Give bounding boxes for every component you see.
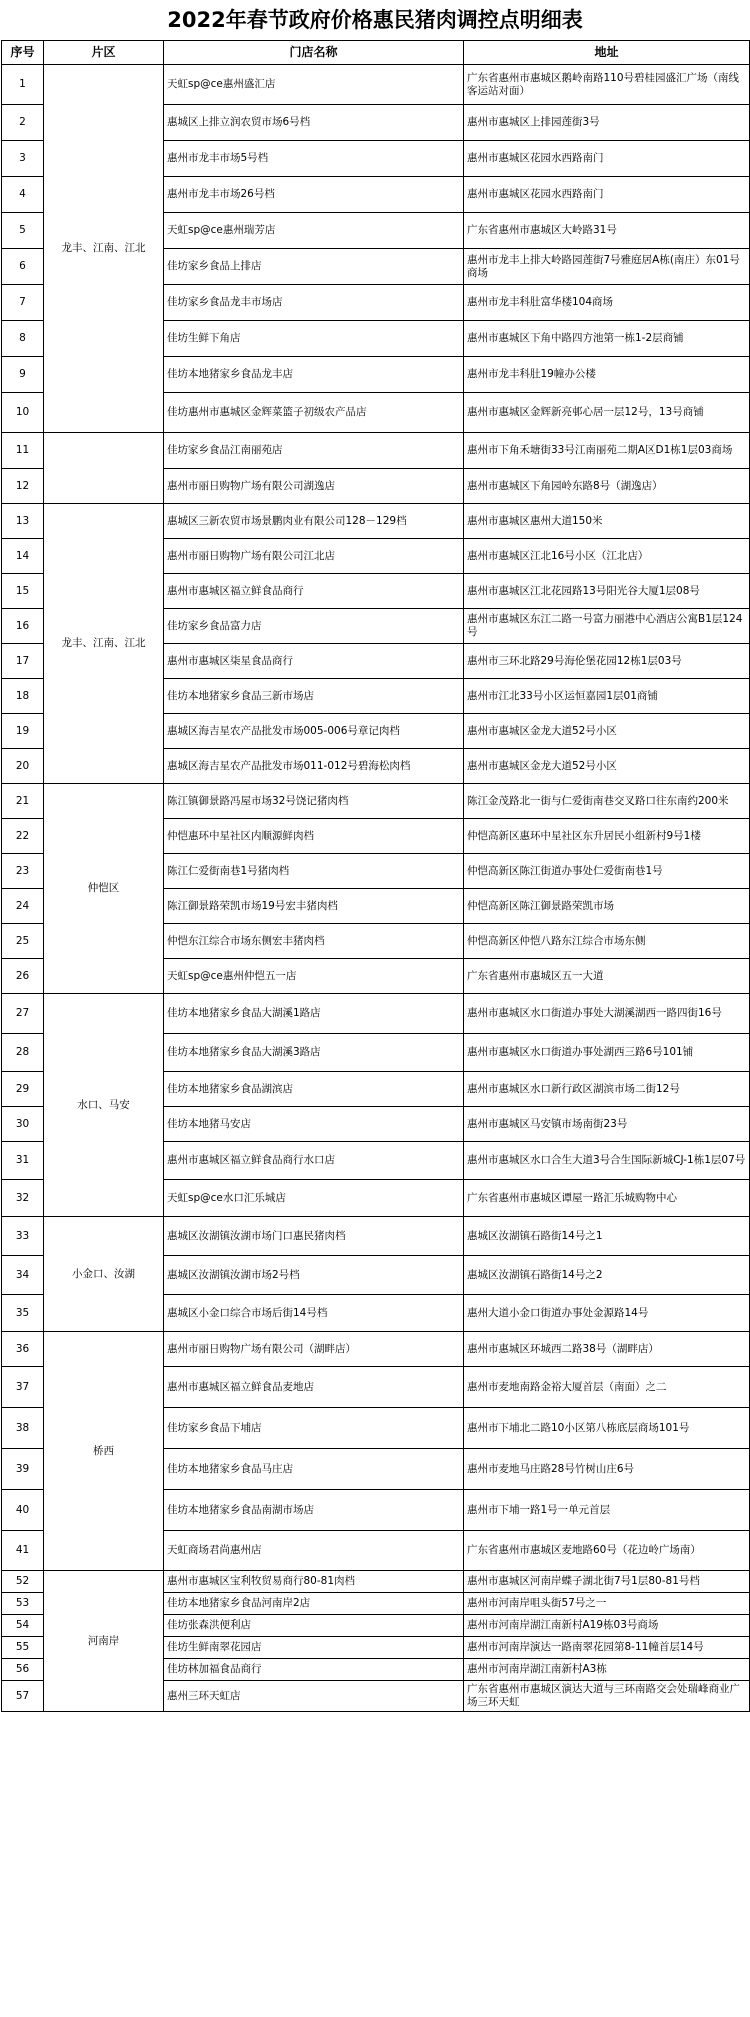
address-cell: 惠州市惠城区马安镇市场南街23号 [464,1107,750,1142]
table-row [2,994,750,1034]
store-name-cell: 佳坊家乡食品富力店 [164,609,464,644]
store-name-cell: 天虹sp@ce惠州盛汇店 [164,65,464,105]
header-store-name: 门店名称 [164,41,464,65]
store-name-cell: 陈江仁爱街南巷1号猪肉档 [164,854,464,889]
table-row [2,504,750,539]
serial-cell: 41 [2,1531,44,1571]
address-cell: 惠州大道小金口街道办事处金源路14号 [464,1295,750,1332]
serial-cell: 15 [2,574,44,609]
serial-cell: 5 [2,213,44,249]
table-row [2,784,750,819]
address-cell: 惠州市江北33号小区运恒嘉园1层01商铺 [464,679,750,714]
serial-cell: 52 [2,1571,44,1593]
store-name-cell: 惠州市龙丰市场26号档 [164,177,464,213]
serial-cell: 38 [2,1408,44,1449]
serial-cell: 28 [2,1034,44,1072]
store-name-cell: 佳坊张森洪便利店 [164,1615,464,1637]
address-cell: 广东省惠州市惠城区鹅岭南路110号碧桂园盛汇广场（南线客运站对面） [464,65,750,105]
store-name-cell: 佳坊生鲜南翠花园店 [164,1637,464,1659]
store-name-cell: 佳坊本地猪家乡食品河南岸2店 [164,1593,464,1615]
address-cell: 惠州市河南岸湖江南新村A3栋 [464,1659,750,1681]
serial-cell: 39 [2,1449,44,1490]
serial-cell: 31 [2,1142,44,1180]
address-cell: 惠州市惠城区下角园岭东路8号（湖逸店） [464,469,750,504]
area-cell: 小金口、汝湖 [44,1217,164,1332]
address-cell: 惠州市惠城区花园水西路南门 [464,141,750,177]
serial-cell: 37 [2,1367,44,1408]
serial-cell: 56 [2,1659,44,1681]
address-cell: 惠州市河南岸湖江南新村A19栋03号商场 [464,1615,750,1637]
address-cell: 惠州市河南岸演达一路南翠花园第8-11幢首层14号 [464,1637,750,1659]
store-name-cell: 天虹sp@ce水口汇乐城店 [164,1180,464,1217]
serial-cell: 2 [2,105,44,141]
serial-cell: 18 [2,679,44,714]
address-cell: 广东省惠州市惠城区谭屋一路汇乐城购物中心 [464,1180,750,1217]
address-cell: 惠州市惠城区江北16号小区（江北店） [464,539,750,574]
serial-cell: 57 [2,1681,44,1712]
serial-cell: 27 [2,994,44,1034]
serial-cell: 24 [2,889,44,924]
store-name-cell: 佳坊家乡食品上排店 [164,249,464,285]
address-cell: 惠州市惠城区金龙大道52号小区 [464,749,750,784]
address-cell: 惠城区汝湖镇石路街14号之1 [464,1217,750,1256]
serial-cell: 7 [2,285,44,321]
serial-cell: 55 [2,1637,44,1659]
serial-cell: 11 [2,433,44,469]
store-name-cell: 惠州市惠城区福立鲜食品商行 [164,574,464,609]
address-cell: 惠州市下埔北二路10小区第八栋底层商场101号 [464,1408,750,1449]
store-name-cell: 佳坊生鲜下角店 [164,321,464,357]
address-cell: 广东省惠州市惠城区五一大道 [464,959,750,994]
address-cell: 惠州市惠城区惠州大道150米 [464,504,750,539]
serial-cell: 32 [2,1180,44,1217]
store-name-cell: 仲恺东江综合市场东侧宏丰猪肉档 [164,924,464,959]
serial-cell: 4 [2,177,44,213]
area-cell: 龙丰、江南、江北 [44,504,164,784]
store-name-cell: 惠城区小金口综合市场后街14号档 [164,1295,464,1332]
address-cell: 惠州市惠城区河南岸蝶子湖北街7号1层80-81号档 [464,1571,750,1593]
address-cell: 惠州市下角禾塘街33号江南丽苑二期A区D1栋1层03商场 [464,433,750,469]
store-name-cell: 惠州市惠城区福立鲜食品麦地店 [164,1367,464,1408]
address-cell: 惠州市惠城区江北花园路13号阳光谷大厦1层08号 [464,574,750,609]
address-cell: 惠州市龙丰科肚19幢办公楼 [464,357,750,393]
address-cell: 惠州市河南岸咀头街57号之一 [464,1593,750,1615]
store-name-cell: 天虹商场君尚惠州店 [164,1531,464,1571]
serial-cell: 12 [2,469,44,504]
address-cell: 惠州市惠城区水口街道办事处湖西三路6号101铺 [464,1034,750,1072]
address-cell: 惠州市麦地南路金裕大厦首层（南面）之二 [464,1367,750,1408]
serial-cell: 16 [2,609,44,644]
address-cell: 仲恺高新区惠环中星社区东升居民小组新村9号1楼 [464,819,750,854]
address-cell: 惠州市惠城区金龙大道52号小区 [464,714,750,749]
store-name-cell: 惠城区上排立润农贸市场6号档 [164,105,464,141]
store-name-cell: 惠城区海吉星农产品批发市场005-006号章记肉档 [164,714,464,749]
address-cell: 惠州市惠城区花园水西路南门 [464,177,750,213]
serial-cell: 40 [2,1490,44,1531]
serial-cell: 21 [2,784,44,819]
store-name-cell: 佳坊林加福食品商行 [164,1659,464,1681]
serial-cell: 19 [2,714,44,749]
serial-cell: 30 [2,1107,44,1142]
serial-cell: 14 [2,539,44,574]
serial-cell: 23 [2,854,44,889]
serial-cell: 8 [2,321,44,357]
area-cell: 仲恺区 [44,784,164,994]
address-cell: 仲恺高新区陈江御景路荣凯市场 [464,889,750,924]
serial-cell: 36 [2,1332,44,1367]
address-cell: 惠州市惠城区东江二路一号富力丽港中心酒店公寓B1层124号 [464,609,750,644]
store-name-cell: 佳坊家乡食品江南丽苑店 [164,433,464,469]
area-cell [44,433,164,504]
serial-cell: 20 [2,749,44,784]
address-cell: 惠州市龙丰上排大岭路园莲街7号雅庭居A栋(南庄）东01号商场 [464,249,750,285]
store-name-cell: 天虹sp@ce惠州瑞芳店 [164,213,464,249]
area-cell: 河南岸 [44,1571,164,1712]
serial-cell: 3 [2,141,44,177]
table-row [2,1217,750,1256]
store-name-cell: 惠城区汝湖镇汝湖市场2号档 [164,1256,464,1295]
store-name-cell: 天虹sp@ce惠州仲恺五一店 [164,959,464,994]
serial-cell: 53 [2,1593,44,1615]
store-name-cell: 佳坊家乡食品龙丰市场店 [164,285,464,321]
address-cell: 惠州市下埔一路1号一单元首层 [464,1490,750,1531]
address-cell: 广东省惠州市惠城区麦地路60号（花边岭广场南） [464,1531,750,1571]
store-table [1,40,750,1712]
serial-cell: 25 [2,924,44,959]
serial-cell: 35 [2,1295,44,1332]
address-cell: 惠州市惠城区水口街道办事处大湖溪湖西一路四街16号 [464,994,750,1034]
store-name-cell: 陈江镇御景路冯屋市场32号饶记猪肉档 [164,784,464,819]
address-cell: 仲恺高新区陈江街道办事处仁爱街南巷1号 [464,854,750,889]
header-address: 地址 [464,41,750,65]
address-cell: 惠州市三环北路29号海伦堡花园12栋1层03号 [464,644,750,679]
serial-cell: 9 [2,357,44,393]
address-cell: 惠州市龙丰科肚富华楼104商场 [464,285,750,321]
area-cell: 水口、马安 [44,994,164,1217]
address-cell: 广东省惠州市惠城区大岭路31号 [464,213,750,249]
store-name-cell: 惠城区汝湖镇汝湖市场门口惠民猪肉档 [164,1217,464,1256]
serial-cell: 34 [2,1256,44,1295]
table-row [2,433,750,469]
serial-cell: 13 [2,504,44,539]
area-cell: 桥西 [44,1332,164,1571]
store-name-cell: 佳坊本地猪家乡食品大湖溪1路店 [164,994,464,1034]
store-name-cell: 惠州市惠城区福立鲜食品商行水口店 [164,1142,464,1180]
store-name-cell: 惠州市丽日购物广场有限公司江北店 [164,539,464,574]
serial-cell: 29 [2,1072,44,1107]
table-row [2,1571,750,1593]
address-cell: 惠州市惠城区金辉新亮邨心居一层12号，13号商铺 [464,393,750,433]
serial-cell: 33 [2,1217,44,1256]
store-name-cell: 惠州市龙丰市场5号档 [164,141,464,177]
store-name-cell: 陈江御景路荣凯市场19号宏丰猪肉档 [164,889,464,924]
store-name-cell: 惠城区三新农贸市场景鹏肉业有限公司128－129档 [164,504,464,539]
store-name-cell: 佳坊本地猪家乡食品大湖溪3路店 [164,1034,464,1072]
store-name-cell: 惠州市惠城区柒星食品商行 [164,644,464,679]
address-cell: 广东省惠州市惠城区演达大道与三环南路交会处瑞峰商业广场三环天虹 [464,1681,750,1712]
store-name-cell: 佳坊惠州市惠城区金辉菜篮子初级农产品店 [164,393,464,433]
serial-cell: 10 [2,393,44,433]
store-name-cell: 惠州三环天虹店 [164,1681,464,1712]
store-name-cell: 惠州市惠城区宝利牧贸易商行80-81肉档 [164,1571,464,1593]
address-cell: 惠州市惠城区水口新行政区湖滨市场二街12号 [464,1072,750,1107]
table-row [2,65,750,105]
store-name-cell: 惠州市丽日购物广场有限公司（湖畔店） [164,1332,464,1367]
header-serial: 序号 [2,41,44,65]
serial-cell: 54 [2,1615,44,1637]
store-name-cell: 惠城区海吉星农产品批发市场011-012号碧海松肉档 [164,749,464,784]
address-cell: 惠州市惠城区下角中路四方池第一栋1-2层商铺 [464,321,750,357]
serial-cell: 17 [2,644,44,679]
table-row [2,1332,750,1367]
store-name-cell: 佳坊本地猪家乡食品南湖市场店 [164,1490,464,1531]
store-name-cell: 佳坊本地猪马安店 [164,1107,464,1142]
store-name-cell: 佳坊本地猪家乡食品三新市场店 [164,679,464,714]
serial-cell: 6 [2,249,44,285]
store-name-cell: 佳坊本地猪家乡食品马庄店 [164,1449,464,1490]
store-name-cell: 仲恺惠环中星社区内顺源鲜肉档 [164,819,464,854]
header-row [2,41,750,65]
address-cell: 仲恺高新区仲恺八路东江综合市场东侧 [464,924,750,959]
address-cell: 惠城区汝湖镇石路街14号之2 [464,1256,750,1295]
address-cell: 惠州市惠城区上排园莲街3号 [464,105,750,141]
store-name-cell: 惠州市丽日购物广场有限公司湖逸店 [164,469,464,504]
address-cell: 惠州市惠城区水口合生大道3号合生国际新城CJ-1栋1层07号 [464,1142,750,1180]
serial-cell: 1 [2,65,44,105]
area-cell: 龙丰、江南、江北 [44,65,164,433]
store-name-cell: 佳坊本地猪家乡食品龙丰店 [164,357,464,393]
address-cell: 惠州市麦地马庄路28号竹树山庄6号 [464,1449,750,1490]
serial-cell: 22 [2,819,44,854]
address-cell: 惠州市惠城区环城西二路38号（湖畔店） [464,1332,750,1367]
serial-cell: 26 [2,959,44,994]
header-area: 片区 [44,41,164,65]
table-title: 2022年春节政府价格惠民猪肉调控点明细表 [167,8,583,32]
store-name-cell: 佳坊本地猪家乡食品湖滨店 [164,1072,464,1107]
address-cell: 陈江金茂路北一街与仁爱街南巷交叉路口往东南约200米 [464,784,750,819]
store-name-cell: 佳坊家乡食品下埔店 [164,1408,464,1449]
